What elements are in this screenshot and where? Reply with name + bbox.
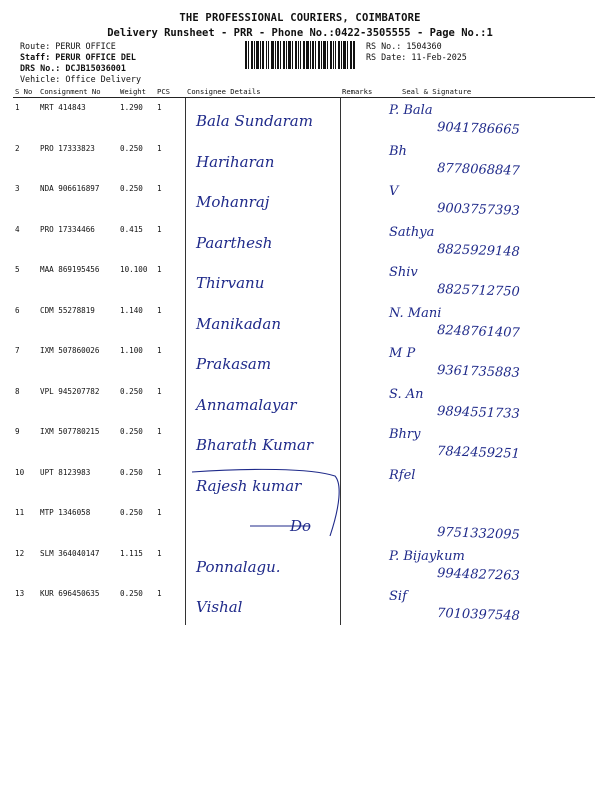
row-sno: 3: [15, 184, 20, 193]
signature-handwriting: [379, 504, 594, 544]
col-header-pcs: PCS: [155, 86, 185, 98]
consignee-handwriting: [190, 587, 340, 623]
consignee-handwriting: [190, 182, 340, 218]
consignee-name: Rajesh kumar: [195, 476, 301, 495]
consignee-handwriting: [190, 101, 340, 137]
row-remarks: [340, 422, 377, 463]
row-consignment-no: IXM 507860026: [40, 346, 100, 355]
signature-handwriting: [379, 342, 594, 382]
rs-date: RS Date: 11-Feb-2025: [366, 52, 467, 62]
signature-text: Bhry: [389, 427, 421, 442]
row-signature-cell: [377, 503, 595, 544]
signature-handwriting: [379, 302, 594, 342]
row-signature-cell: [377, 220, 595, 261]
row-signature-cell: [377, 584, 595, 625]
row-sno: 2: [15, 143, 20, 153]
rs-number: RS No.: 1504360: [366, 41, 442, 51]
signature-handwriting: [379, 383, 594, 423]
row-remarks: [340, 503, 377, 544]
row-consignee-cell: [185, 179, 340, 220]
row-consignee-cell: [185, 220, 340, 261]
row-signature-cell: [377, 179, 595, 220]
row-remarks: [340, 179, 377, 220]
col-header-signature: Seal & Signature: [377, 86, 595, 98]
row-weight: 1.140: [120, 305, 143, 315]
row-pcs: 1: [157, 143, 162, 153]
signature-text: Shiv: [389, 265, 418, 280]
row-remarks: [340, 544, 377, 585]
row-remarks: [340, 584, 377, 625]
consignee-handwriting: [190, 466, 340, 502]
table-row: [13, 584, 595, 625]
table-row: [13, 179, 595, 220]
route-label: Route: PERUR OFFICE: [20, 41, 116, 51]
row-consignment-no: UPT 8123983: [40, 467, 91, 477]
row-consignment-no: NDA 906616897: [40, 184, 100, 193]
row-signature-cell: [377, 301, 595, 342]
row-pcs: 1: [157, 386, 162, 396]
row-signature-cell: [377, 260, 595, 301]
row-signature-cell: [377, 139, 595, 180]
row-remarks: [340, 98, 377, 139]
signature-text: Rfel: [389, 467, 416, 483]
row-remarks: [340, 260, 377, 301]
col-header-remarks: Remarks: [340, 86, 377, 98]
row-consignment-no: KUR 696450635: [40, 589, 100, 598]
row-remarks: [340, 301, 377, 342]
row-consignee-cell: [185, 463, 340, 504]
row-weight: 1.115: [120, 548, 143, 558]
row-consignee-cell: [185, 341, 340, 382]
table-row: [13, 98, 595, 139]
row-consignee-cell: [185, 503, 340, 544]
table-row: [13, 139, 595, 180]
row-weight: 0.250: [120, 467, 143, 477]
row-consignment-no: CDM 55278819: [40, 305, 95, 315]
row-sno: 10: [15, 467, 25, 477]
col-header-consignee: Consignee Details: [185, 86, 340, 98]
table-row: [13, 503, 595, 544]
row-sno: 13: [15, 589, 25, 598]
signature-text: Sif: [389, 589, 407, 604]
row-pcs: 1: [157, 427, 162, 436]
row-weight: 0.415: [120, 224, 143, 234]
table-row: [13, 341, 595, 382]
row-remarks: [340, 139, 377, 180]
row-consignee-cell: [185, 584, 340, 625]
row-consignment-no: MTP 1346058: [40, 508, 91, 517]
consignee-name: Bala Sundaram: [195, 112, 313, 130]
phone-number: 9894551733: [436, 403, 521, 422]
signature-text: Bh: [389, 143, 407, 159]
row-weight: 0.250: [120, 143, 143, 153]
table-row: [13, 260, 595, 301]
row-consignee-cell: [185, 98, 340, 139]
row-consignment-no: PRO 17334466: [40, 224, 95, 234]
row-weight: 0.250: [120, 508, 143, 517]
consignee-name: Bharath Kumar: [195, 436, 313, 454]
signature-handwriting: [379, 545, 594, 585]
consignee-name: Thirvanu: [195, 274, 264, 292]
row-signature-cell: [377, 422, 595, 463]
row-sno: 1: [15, 103, 20, 112]
table-row: [13, 220, 595, 261]
row-pcs: 1: [157, 508, 162, 517]
phone-number: 7010397548: [436, 606, 521, 624]
row-pcs: 1: [157, 467, 162, 477]
row-weight: 0.250: [120, 184, 143, 193]
row-pcs: 1: [157, 184, 162, 193]
consignee-handwriting: [190, 304, 340, 340]
row-signature-cell: [377, 341, 595, 382]
row-remarks: [340, 341, 377, 382]
signature-text: S. An: [389, 386, 424, 402]
signature-text: N. Mani: [389, 305, 442, 321]
phone-number: 9003757393: [436, 201, 521, 219]
document-subtitle: Delivery Runsheet - PRR - Phone No.:0422-3505555 - Page No.:1: [107, 27, 493, 39]
runsheet-table: [13, 86, 595, 625]
row-pcs: 1: [157, 589, 162, 598]
signature-handwriting: [379, 180, 594, 220]
row-pcs: 1: [157, 305, 162, 315]
consignee-handwriting: [190, 385, 340, 421]
consignee-name: Vishal: [195, 598, 242, 616]
row-consignment-no: VPL 945207782: [40, 386, 100, 396]
table-row: [13, 382, 595, 423]
signature-text: P. Bijaykum: [389, 548, 465, 564]
phone-number: 8825929148: [436, 241, 521, 260]
row-pcs: 1: [157, 346, 162, 355]
row-sno: 8: [15, 386, 20, 396]
table-header-row: [13, 86, 595, 98]
row-consignee-cell: [185, 544, 340, 585]
row-signature-cell: [377, 382, 595, 423]
table-row: [13, 422, 595, 463]
row-sno: 11: [15, 508, 25, 517]
signature-handwriting: [379, 140, 594, 180]
col-header-weight: Weight: [118, 86, 155, 98]
document-title: THE PROFESSIONAL COURIERS, COIMBATORE: [179, 12, 421, 24]
row-weight: 0.250: [120, 589, 143, 598]
phone-number: 8825712750: [436, 282, 521, 300]
consignee-handwriting: [190, 506, 340, 542]
consignee-handwriting: [190, 344, 340, 380]
phone-number: 9361735883: [436, 363, 521, 381]
consignee-handwriting: [190, 142, 340, 178]
signature-text: M P: [389, 346, 416, 361]
consignee-name: Ponnalagu.: [195, 557, 281, 576]
signature-text: Sathya: [389, 224, 435, 240]
signature-handwriting: [379, 585, 594, 625]
signature-handwriting: [379, 221, 594, 261]
row-consignment-no: SLM 364040147: [40, 548, 100, 558]
signature-text: P. Bala: [389, 103, 433, 118]
consignee-handwriting: [190, 263, 340, 299]
staff-label: Staff: PERUR OFFICE DEL: [20, 52, 136, 62]
row-consignment-no: MRT 414843: [40, 103, 86, 112]
signature-handwriting: [379, 99, 594, 139]
row-sno: 6: [15, 305, 20, 315]
row-consignee-cell: [185, 301, 340, 342]
row-signature-cell: [377, 463, 595, 504]
phone-number: 7842459251: [436, 444, 521, 462]
row-consignee-cell: [185, 260, 340, 301]
row-remarks: [340, 463, 377, 504]
col-header-sno: S No: [13, 86, 38, 98]
consignee-name: Manikadan: [195, 314, 281, 333]
signature-text: V: [389, 184, 399, 199]
col-header-consignment: Consignment No: [38, 86, 118, 98]
row-consignee-cell: [185, 422, 340, 463]
consignee-name: Do: [289, 517, 311, 535]
barcode-image: [245, 41, 355, 69]
signature-handwriting: [379, 261, 594, 301]
row-remarks: [340, 220, 377, 261]
drs-label: DRS No.: DCJB15036001: [20, 63, 126, 73]
row-weight: 1.100: [120, 346, 143, 355]
phone-number: 9944827263: [436, 565, 521, 584]
phone-number: 8248761407: [436, 322, 521, 341]
row-sno: 7: [15, 346, 20, 355]
consignee-name: Annamalayar: [195, 395, 297, 414]
signature-handwriting: [379, 464, 594, 504]
row-pcs: 1: [157, 265, 162, 274]
row-consignment-no: MAA 869195456: [40, 265, 100, 274]
row-sno: 12: [15, 548, 25, 558]
row-sno: 5: [15, 265, 20, 274]
consignee-handwriting: [190, 547, 340, 583]
row-weight: 0.250: [120, 386, 143, 396]
phone-number: 8778068847: [436, 160, 521, 179]
row-sno: 4: [15, 224, 20, 234]
row-consignment-no: PRO 17333823: [40, 143, 95, 153]
phone-number: 9041786665: [436, 120, 521, 138]
consignee-handwriting: [190, 425, 340, 461]
row-pcs: 1: [157, 103, 162, 112]
row-sno: 9: [15, 427, 20, 436]
table-row: [13, 463, 595, 504]
row-consignee-cell: [185, 382, 340, 423]
row-weight: 1.290: [120, 103, 143, 112]
consignee-name: Hariharan: [195, 152, 274, 171]
consignee-name: Paarthesh: [195, 233, 272, 252]
phone-number: 9751332095: [436, 525, 521, 543]
consignee-name: Mohanraj: [195, 193, 269, 211]
consignee-handwriting: [190, 223, 340, 259]
signature-handwriting: [379, 423, 594, 463]
consignee-name: Prakasam: [195, 355, 271, 373]
row-weight: 10.100: [120, 265, 148, 274]
row-weight: 0.250: [120, 427, 143, 436]
table-row: [13, 544, 595, 585]
row-consignee-cell: [185, 139, 340, 180]
row-pcs: 1: [157, 224, 162, 234]
row-signature-cell: [377, 98, 595, 139]
vehicle-label: Vehicle: Office Delivery: [20, 74, 142, 84]
row-remarks: [340, 382, 377, 423]
row-pcs: 1: [157, 548, 162, 558]
table-row: [13, 301, 595, 342]
row-signature-cell: [377, 544, 595, 585]
row-consignment-no: IXM 507780215: [40, 427, 100, 436]
